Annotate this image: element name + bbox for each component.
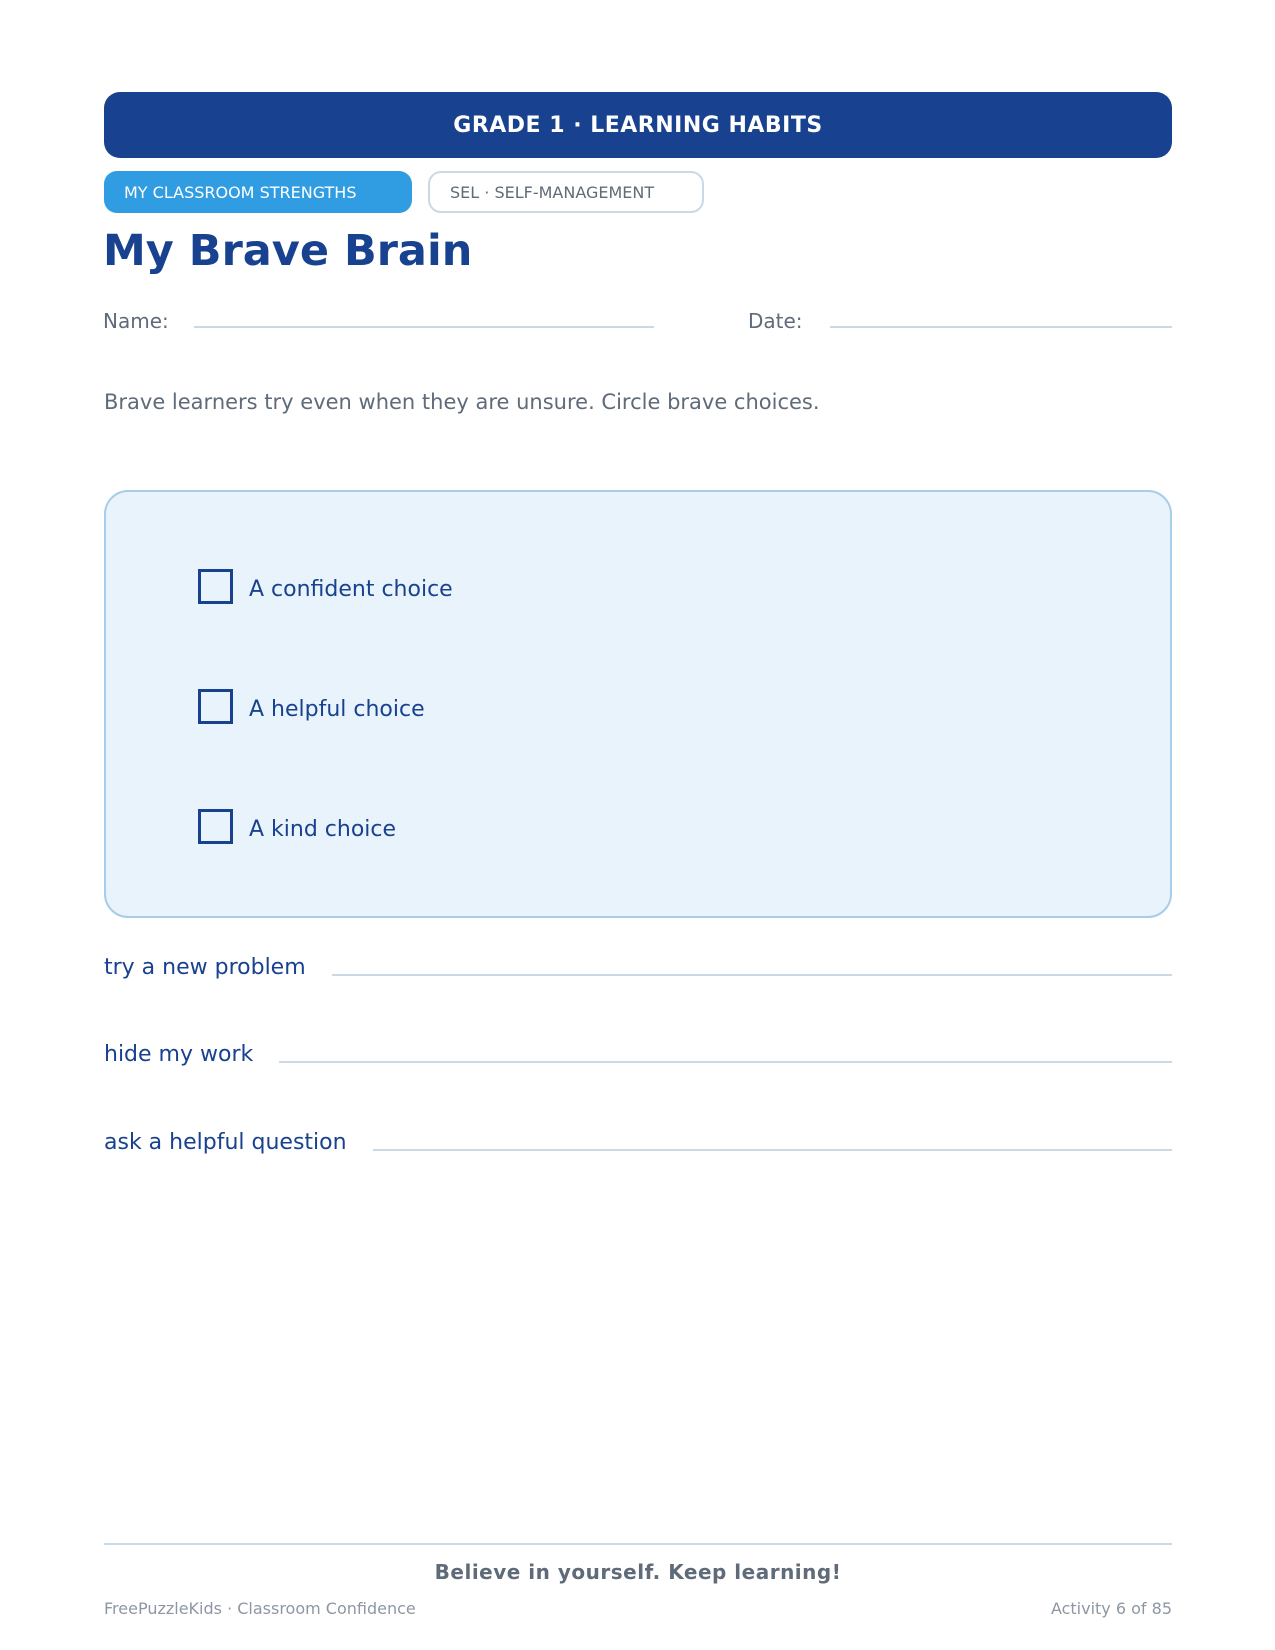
date-field[interactable] [830,326,1172,328]
choice-item[interactable] [198,569,453,604]
tag-classroom-strengths [104,171,412,213]
tag-secondary-label: SEL · SELF-MANAGEMENT [450,182,655,202]
checkbox[interactable] [198,809,233,844]
answer-line[interactable] [332,974,1172,976]
choice-panel [104,490,1172,918]
name-field[interactable] [194,326,654,328]
answer-line[interactable] [279,1061,1172,1063]
checkbox[interactable] [198,569,233,604]
choice-label: A confident choice [249,577,453,602]
prompt-label: hide my work [104,1042,254,1067]
answer-line[interactable] [373,1149,1172,1151]
instructions: Brave learners try even when they are unsure. Circle brave choices. [104,390,820,414]
footer-divider [104,1543,1172,1545]
grade-banner [104,92,1172,158]
prompt-row [104,1042,1172,1067]
date-label: Date: [748,309,803,333]
prompt-label: ask a helpful question [104,1130,347,1155]
footer-activity-count: Activity 6 of 85 [1050,1599,1172,1618]
footer-motto: Believe in yourself. Keep learning! [434,1560,842,1584]
banner-text: GRADE 1 · LEARNING HABITS [453,112,823,138]
tag-primary-label: MY CLASSROOM STRENGTHS [124,182,357,202]
checkbox[interactable] [198,689,233,724]
choice-label: A kind choice [249,817,397,842]
choice-label: A helpful choice [249,697,425,722]
prompt-row [104,1130,1172,1155]
name-label: Name: [103,309,169,333]
choice-item[interactable] [198,809,396,844]
tag-sel [428,171,704,213]
page-title: My Brave Brain [103,226,473,276]
footer-brand: FreePuzzleKids · Classroom Confidence [104,1599,416,1618]
choice-item[interactable] [198,689,425,724]
prompt-label: try a new problem [104,955,306,980]
prompt-row [104,955,1172,980]
